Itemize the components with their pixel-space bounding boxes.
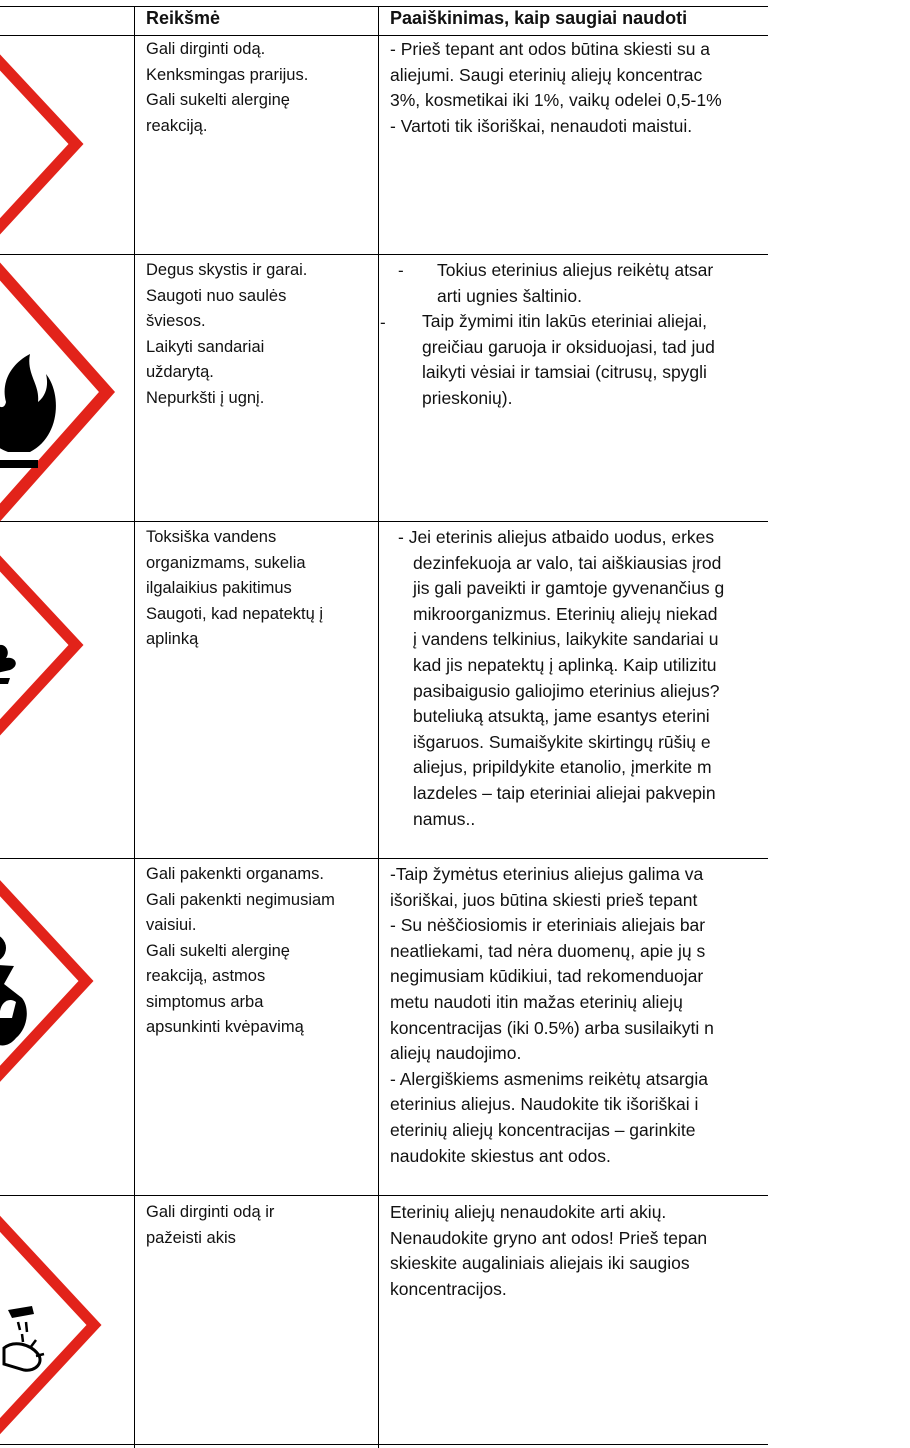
corrosion-icon — [0, 1208, 98, 1442]
meaning-cell-3: Toksiška vandens organizmams, sukelia ilgalaikius pakitimus Saugoti, kad nepatektų į aplinką — [146, 528, 324, 648]
header-meaning: Reikšmė — [146, 8, 221, 28]
environment-icon — [0, 538, 80, 753]
meaning-cell-5: Gali dirginti odą ir pažeisti akis — [146, 1203, 275, 1247]
explanation-line: lazdeles – taip eteriniai aliejai pakvepin — [413, 782, 716, 803]
explanation-line: Nenaudokite gryno ant odos! Prieš tepan — [390, 1227, 708, 1248]
explanation-line: išoriškai, juos būtina skiesti prieš tepant — [390, 889, 698, 910]
explanation-cell-5 — [390, 1200, 910, 1440]
explanation-line: - Jei eterinis aliejus atbaido uodus, erkes — [398, 527, 715, 547]
explanation-line: prieskonių). — [422, 387, 513, 408]
exclamation-mark-icon — [0, 37, 80, 252]
explanation-line: eterinių aliejų koncentracijas – garinkite — [390, 1119, 696, 1140]
meaning-cell-2: Degus skystis ir garai. Saugoti nuo saulės šviesos. Laikyti sandariai uždarytą. Nepurkšti į ugnį. — [146, 261, 308, 407]
explanation-line: mikroorganizmus. Eterinių aliejų niekad — [413, 603, 718, 624]
explanation-line: Eterinių aliejų nenaudokite arti akių. — [390, 1202, 667, 1222]
explanation-line: jis gali paveikti ir gamtoje gyvenančius g — [413, 578, 725, 599]
explanation-line: Taip žymimi itin lakūs eteriniai aliejai, — [422, 311, 707, 332]
explanation-line: - Su nėščiosiomis ir eteriniais aliejais bar — [390, 915, 706, 936]
explanation-line: -Taip žymėtus eterinius aliejus galima va — [390, 864, 704, 884]
explanation-line: dezinfekuoja ar valo, tai aiškiausias įrod — [413, 552, 722, 573]
table-bottom-border — [0, 1444, 768, 1445]
explanation-line: - Vartoti tik išoriškai, nenaudoti maistui. — [390, 115, 693, 136]
flame-icon — [0, 262, 112, 522]
explanation-line: laikyti vėsiai ir tamsiai (citrusų, spygli — [422, 362, 707, 383]
explanation-line: - Alergiškiems asmenims reikėtų atsargia — [390, 1068, 709, 1089]
explanation-line: pasibaigusio galiojimo eterinius aliejus? — [413, 680, 720, 701]
bullet-dash: - — [380, 313, 386, 332]
explanation-line: Tokius eterinius aliejus reikėtų atsar — [437, 260, 714, 280]
explanation-line: aliejus, pripildykite etanolio, įmerkite m — [413, 757, 712, 778]
meaning-cell-1: Gali dirginti odą. Kenksmingas prarijus. Gali sukelti alerginę reakciją. — [146, 40, 309, 135]
explanation-line: greičiau garuoja ir oksiduojasi, tad jud — [422, 336, 715, 357]
column-divider-2 — [378, 6, 379, 1448]
explanation-line: namus.. — [413, 808, 476, 829]
explanation-cell-1 — [390, 37, 910, 251]
row-3-border — [0, 858, 768, 859]
explanation-line: eterinius aliejus. Naudokite tik išoriškai i — [390, 1094, 699, 1115]
explanation-line: naudokite skiestus ant odos. — [390, 1145, 611, 1166]
explanation-line: negimusiam kūdikiui, tad rekomenduojar — [390, 966, 704, 987]
explanation-cell-4 — [390, 862, 910, 1192]
explanation-line: arti ugnies šaltinio. — [437, 285, 582, 306]
meaning-cell-4: Gali pakenkti organams. Gali pakenkti negimusiam vaisiui. Gali sukelti alerginę reakciją, astmos simptomus arba apsunkinti kvėpavimą — [146, 865, 335, 1036]
explanation-cell-2 — [380, 258, 910, 518]
explanation-line: neatliekami, tad nėra duomenų, apie jų s — [390, 940, 706, 961]
explanation-line: koncentracijas (iki 0.5%) arba susilaikyti n — [390, 1017, 714, 1038]
hazard-pictogram-2 — [0, 262, 112, 522]
hazard-pictogram-1 — [0, 37, 80, 252]
hazard-pictogram-4 — [0, 868, 90, 1094]
bullet-dash: - — [398, 261, 404, 280]
explanation-line: buteliuką atsuktą, jame esantys eterini — [413, 706, 710, 727]
hazard-pictogram-5 — [0, 1208, 98, 1442]
explanation-line: išgaruos. Sumaišykite skirtingų rūšių e — [413, 731, 711, 752]
table-top-border — [0, 6, 768, 7]
health-hazard-icon — [0, 868, 90, 1094]
row-4-border — [0, 1195, 768, 1196]
explanation-line: koncentracijos. — [390, 1278, 507, 1299]
column-divider-1 — [134, 6, 135, 1448]
explanation-line: aliejų naudojimo. — [390, 1043, 522, 1064]
explanation-cell-3 — [390, 525, 910, 855]
explanation-line: 3%, kosmetikai iki 1%, vaikų odelei 0,5-1% — [390, 90, 722, 111]
hazard-pictogram-3 — [0, 538, 80, 753]
header-bottom-border — [0, 35, 768, 36]
row-2-border — [0, 521, 768, 522]
explanation-line: - Prieš tepant ant odos būtina skiesti su a — [390, 39, 711, 59]
explanation-line: aliejumi. Saugi eterinių aliejų koncentrac — [390, 64, 703, 85]
row-1-border — [0, 254, 768, 255]
explanation-line: skieskite augaliniais aliejais iki saugios — [390, 1253, 690, 1274]
explanation-line: metu naudoti itin mažas eterinių aliejų — [390, 991, 683, 1012]
header-explanation: Paaiškinimas, kaip saugiai naudoti — [390, 8, 688, 28]
explanation-line: į vandens telkinius, laikykite sandariai u — [413, 629, 719, 650]
explanation-line: kad jis nepatektų į aplinką. Kaip utilizitu — [413, 654, 717, 675]
